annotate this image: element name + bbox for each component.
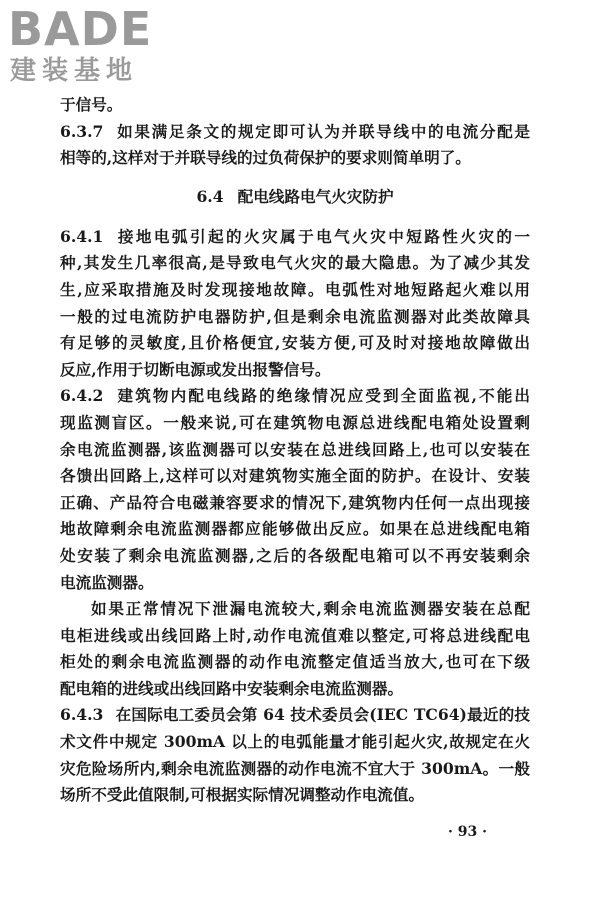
text-line: 一般的过电流防护电器防护,但是剩余电流监测器对此类故障具 — [60, 306, 530, 326]
text-line: 6.4.1 接地电弧引起的火灾属于电气火灾中短路性火灾的一 — [60, 224, 530, 251]
text-line: 术文件中规定 300mA 以上的电弧能量才能引起火灾,故规定在火 — [60, 732, 530, 752]
text-line: 灾危险场所内,剩余电流监测器的动作电流不宜大于 300mA。一般 — [60, 758, 530, 778]
text-line: 反应,作用于切断电源或发出报警信号。 — [60, 359, 331, 379]
logo-subtitle: 建装基地 — [10, 56, 139, 86]
text-line: 地故障剩余电流监测器都应能够做出反应。如果在总进线配电箱 — [60, 519, 530, 539]
text-line: 有足够的灵敏度,且价格便宜,安装方便,可及时对接地故障做出 — [60, 333, 530, 353]
text-line: 相等的,这样对于并联导线的过负荷保护的要求则简单明了。 — [60, 148, 471, 168]
text-line: 余电流监测器,该监测器可以安装在总进线回路上,也可以安装在 — [60, 439, 530, 459]
text-line: 场所不受此值限制,可根据实际情况调整动作电流值。 — [60, 785, 425, 805]
text-line: 6.4.3 在国际电工委员会第 64 技术委员会(IEC TC64)最近的技 — [60, 702, 530, 729]
clause-number: 6.4.3 — [60, 705, 104, 725]
text-line: 各馈出回路上,这样可以对建筑物实施全面的防护。在设计、安装 — [60, 466, 530, 486]
text-line: 现监测盲区。一般来说,可在建筑物电源总进线配电箱处设置剩 — [60, 412, 530, 432]
text-line: 6.3.7 如果满足条文的规定即可认为并联导线中的电流分配是 — [60, 119, 530, 146]
clause-number: 6.4.1 — [60, 226, 104, 246]
section-title-text: 配电线路电气火灾防护 — [237, 186, 394, 206]
text-line: 正确、产品符合电磁兼容要求的情况下,建筑物内任何一点出现接 — [60, 492, 530, 512]
page-number: · 93 · — [448, 824, 487, 840]
text-line: 种,其发生几率很高,是导致电气火灾的最大隐患。为了减少其发 — [60, 253, 530, 273]
text-line: 于信号。 — [60, 95, 123, 114]
text-line: 配电箱的进线或出线回路中安装剩余电流监测器。 — [60, 678, 404, 698]
clause-number: 6.4.2 — [60, 386, 104, 406]
section-number: 6.4 — [196, 186, 224, 206]
text-line: 如果正常情况下泄漏电流较大,剩余电流监测器安装在总配 — [91, 599, 530, 619]
text-line: 6.4.2 建筑物内配电线路的绝缘情况应受到全面监视,不能出 — [60, 383, 530, 410]
section-title — [60, 176, 530, 218]
bade-logo — [8, 2, 178, 90]
logo-text: BADE — [8, 2, 153, 56]
text-line: 柜处的剩余电流监测器的动作电流整定值适当放大,也可在下级 — [60, 652, 530, 672]
text-line: 电流监测器。 — [60, 572, 154, 592]
clause-number: 6.3.7 — [60, 121, 104, 141]
text-line: 生,应采取措施及时发现接地故障。电弧性对地短路起火难以用 — [60, 279, 530, 299]
text-line: 电柜进线或出线回路上时,动作电流值难以整定,可将总进线配电 — [60, 625, 530, 645]
document-body — [60, 92, 530, 809]
text-line: 处安装了剩余电流监测器,之后的各级配电箱可以不再安装剩余 — [60, 545, 530, 565]
